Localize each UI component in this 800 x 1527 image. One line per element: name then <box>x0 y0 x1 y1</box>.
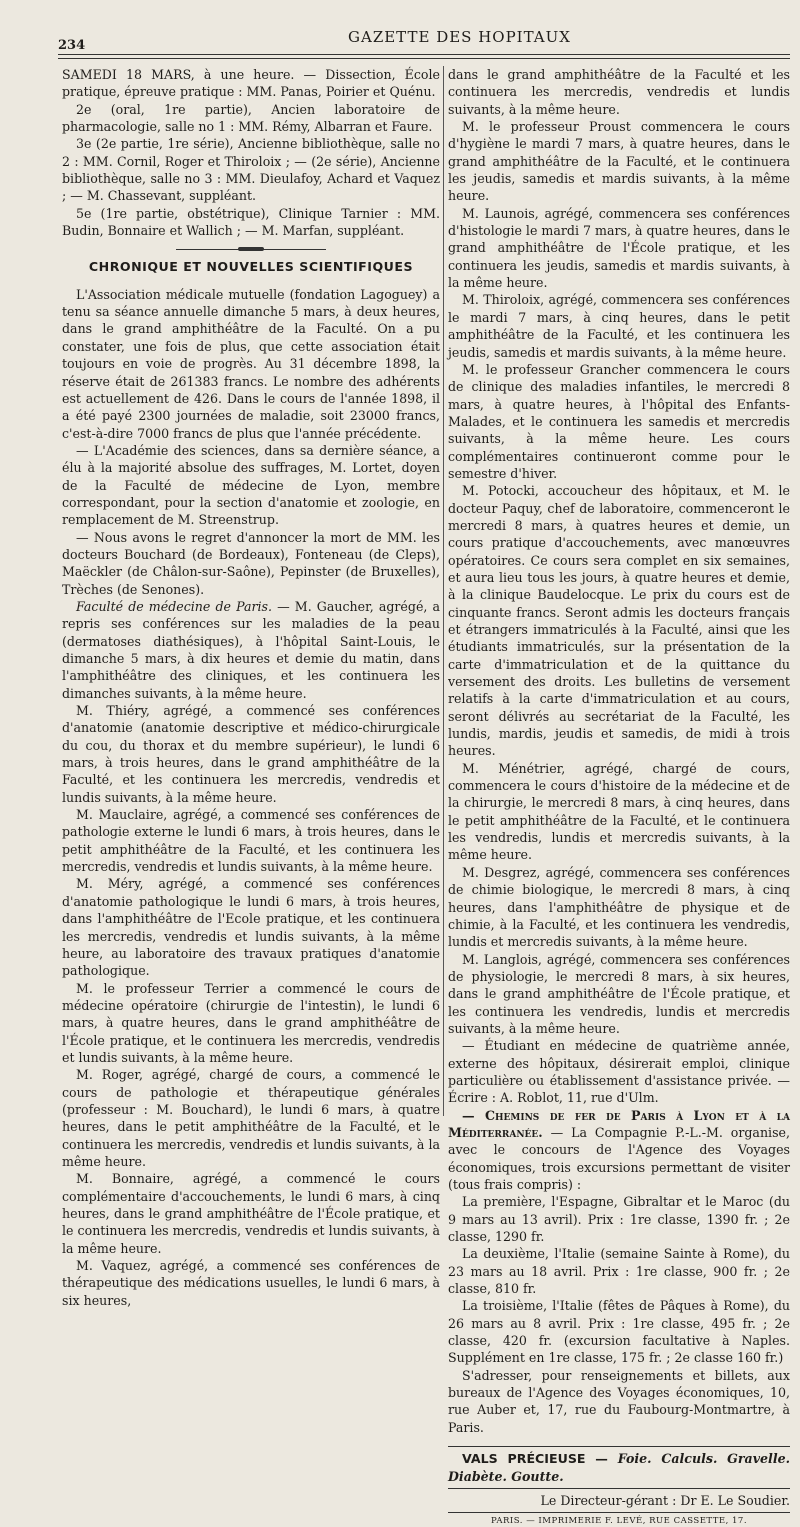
paragraph-thiery: M. Thiéry, agrégé, a commencé ses conférences d'anatomie (anatomie descriptive et médico-chirurgicale du cou, du thorax et du membre supérieur), le lundi 6 mars, à trois heures, dans le grand amphithéâtre de la Faculté, et les continuera les mercredis, vendredis et lundis suivants, à la même heure. <box>62 703 440 805</box>
paragraph-thiroloix: M. Thiroloix, agrégé, commencera ses conférences le mardi 7 mars, à cinq heures, dans le petit amphithéâtre de la Faculté, et les continuera les jeudis, samedis et mardis suivants, à la même heure. <box>448 292 790 360</box>
paragraph-vaquez: M. Vaquez, agrégé, a commencé ses conférences de thérapeutique des médications usuelles, le lundi 6 mars, à six heures, <box>62 1258 440 1308</box>
exam-schedule-3: 3e (2e partie, 1re série), Ancienne bibliothèque, salle no 2 : MM. Cornil, Roger et Thiroloix ; — (2e série), Ancienne bibliothèque, salle no 3 : MM. Dieulafoy, Achard et Vaquez ; — M. Chassevant, suppléant. <box>62 136 440 204</box>
director-line: Le Directeur-gérant : Dr E. Le Soudier. <box>540 1492 790 1508</box>
paragraph-plm <box>448 1107 790 1194</box>
ad-rule-top <box>448 1446 790 1447</box>
paragraph-launois: M. Launois, agrégé, commencera ses conférences d'histologie le mardi 7 mars, à quatre heures, dans le grand amphithéâtre de l'École pratique, et les continuera les jeudis, samedis et mardis suivants, à la même heure. <box>448 205 790 291</box>
exam-schedule-4: 5e (1re partie, obstétrique), Clinique Tarnier : MM. Budin, Bonnaire et Wallich ; — M. Marfan, suppléant. <box>62 205 440 239</box>
journal-title: GAZETTE DES HOPITAUX <box>348 28 571 46</box>
printer-line: PARIS. — IMPRIMERIE F. LEVÉ, RUE CASSETTE, 17. <box>490 1516 748 1527</box>
vals-label: VALS PRÉCIEUSE — <box>462 1451 608 1467</box>
paragraph-vaquez-cont: dans le grand amphithéâtre de la Faculté et les continuera les mercredis, vendredis et lundis suivants, à la même heure. <box>448 67 790 117</box>
paragraph-mery: M. Méry, agrégé, a commencé ses conférences d'anatomie pathologique le lundi 6 mars, à trois heures, dans l'amphithéâtre de l'Ecole pratique, et les continuera les mercredis, vendredis et lundis suivants, à la même heure, au laboratoire des travaux pratiques d'anatomie pathologique. <box>62 876 440 979</box>
paragraph-terrier: M. le professeur Terrier a commencé le cours de médecine opératoire (chirurgie de l'intestin), le lundi 6 mars, à quatre heures, dans le grand amphithéâtre de l'École pratique, et le continuera les mercredis, vendredis et lundis suivants, à la même heure. <box>62 980 440 1065</box>
left-column <box>62 66 440 1309</box>
page-header <box>58 28 790 53</box>
exam-schedule-1: SAMEDI 18 MARS, à une heure. — Dissection, École pratique, épreuve pratique : MM. Panas, Poirier et Quénu. <box>62 67 440 100</box>
paragraph-faculte-gaucher <box>62 598 440 702</box>
ad-rule-bottom <box>448 1488 790 1489</box>
column-divider <box>443 66 444 1116</box>
vals-advert <box>448 1450 790 1485</box>
paragraph-roger: M. Roger, agrégé, chargé de cours, a commencé le cours de pathologie et thérapeutique générales (professeur : M. Bouchard), le lundi 6 mars, à quatre heures, dans le petit amphithéâtre de la Faculté, et le continuera les mercredis, vendredis et lundis suivants, à la même heure. <box>62 1067 440 1169</box>
vals-text: Foie. Calculs. Gravelle. Diabète. Goutte. <box>448 1451 791 1484</box>
header-rule-top <box>58 54 790 55</box>
paragraph-excursion-1: La première, l'Espagne, Gibraltar et le Maroc (du 9 mars au 13 avril). Prix : 1re classe, 1390 fr. ; 2e classe, 1290 fr. <box>448 1194 790 1245</box>
paragraph-deaths: — Nous avons le regret d'annoncer la mort de MM. les docteurs Bouchard (de Bordeaux), Fonteneau (de Cleps), Maëckler (de Châlon-sur-Saône), Pepinster (de Bruxelles), Trèches (de Senones). <box>62 529 440 597</box>
ornament-divider <box>176 249 326 250</box>
paragraph-academie: — L'Académie des sciences, dans sa dernière séance, a élu à la majorité absolue des suffrages, M. Lortet, doyen de la Faculté de médecine de Lyon, membre correspondant, pour la section d'anatomie et zoologie, en remplacement de M. Streenstrup. <box>62 442 440 528</box>
paragraph-grancher: M. le professeur Grancher commencera le cours de clinique des maladies infantiles, le mercredi 8 mars, à quatre heures, à l'hôpital des Enfants-Malades, et le continuera les samedis et mercredis suivants, à la même heure. Les cours complémentaires continueront comme pour le semestre d'hiver. <box>448 361 790 481</box>
exam-schedule-2: 2e (oral, 1re partie), Ancien laboratoire de pharmacologie, salle no 1 : MM. Rémy, Albarran et Faure. <box>62 101 440 135</box>
paragraph-adresser: S'adresser, pour renseignements et billets, aux bureaux de l'Agence des Voyages économiques, 10, rue Auber et, 17, rue du Faubourg-Montmartre, à Paris. <box>448 1367 790 1435</box>
gaucher-text: — M. Gaucher, agrégé, a repris ses conférences sur les maladies de la peau (dermatoses diathésiques), à l'hôpital Saint-Louis, le dimanche 5 mars, à dix heures et demie du matin, dans l'amphithéâtre des cliniques, et les continuera les dimanches suivants, à la même heure. <box>62 598 441 701</box>
paragraph-mauclaire: M. Mauclaire, agrégé, a commencé ses conférences de pathologie externe le lundi 6 mars, à trois heures, dans le petit amphithéâtre de la Faculté, et les continuera les mercredis, vendredis et lundis suivants, à la même heure. <box>62 807 440 875</box>
paragraph-proust: M. le professeur Proust commencera le cours d'hygiène le mardi 7 mars, à quatre heures, dans le grand amphithéâtre de la Faculté, et le continuera les jeudis, samedis et mardis suivants, à la même heure. <box>448 119 790 204</box>
plm-text: — La Compagnie P.-L.-M. organise, avec le concours de l'Agence des Voyages économiques, trois excursions permettant de visiter (tous frais compris) : <box>448 1124 790 1192</box>
printer-rule <box>448 1512 790 1513</box>
paragraph-desgrez: M. Desgrez, agrégé, commencera ses conférences de chimie biologique, le mercredi 8 mars, à cinq heures, dans l'amphithéâtre de physique et de chimie, à la Faculté, et les continuera les vendredis, lundis et mercredis suivants, à la même heure. <box>448 864 790 950</box>
paragraph-menetrier: M. Ménétrier, agrégé, chargé de cours, commencera le cours d'histoire de la médecine et de la chirurgie, le mercredi 8 mars, à cinq heures, dans le petit amphithéâtre de la Faculté, et le continuera les vendredis, lundis et mercredis suivants, à la même heure. <box>448 760 790 863</box>
header-rule-bottom <box>58 58 790 59</box>
section-heading: CHRONIQUE ET NOUVELLES SCIENTIFIQUES <box>88 259 414 275</box>
paragraph-excursion-2: La deuxième, l'Italie (semaine Sainte à Rome), du 23 mars au 18 avril. Prix : 1re classe, 900 fr. ; 2e classe, 810 fr. <box>448 1246 790 1297</box>
page-number: 234 <box>58 38 86 53</box>
paragraph-excursion-3: La troisième, l'Italie (fêtes de Pâques à Rome), du 26 mars au 8 avril. Prix : 1re classe, 495 fr. ; 2e classe, 420 fr. (excursion facultative à Naples. Supplément en 1re classe, 175 fr. ; 2e classe 160 fr.) <box>448 1298 790 1366</box>
faculte-label: Faculté de médecine de Paris. <box>76 598 273 614</box>
paragraph-potocki: M. Potocki, accoucheur des hôpitaux, et M. le docteur Paquy, chef de laboratoire, commenceront le mercredi 8 mars, à quatres heures et demie, un cours pratique d'accouchements, avec manœuvres opératoires. Ce cours sera complet en six semaines, et aura lieu tous les jours, à quatre heures et demie, à la clinique Baudelocque. Le prix du cours est de cinquante francs. Seront admis les docteurs français et étrangers immatriculés à la Faculté, ainsi que les étudiants immatriculés, sur la présentation de la carte d'immatriculation et de la quittance du versement des droits. Les bulletins de versement relatifs à la carte d'immatriculation et au cours, seront délivrés au secrétariat de la Faculté, les lundis, mardis, jeudis et samedis, de midi à trois heures. <box>448 483 790 759</box>
right-column <box>448 66 790 1527</box>
plm-label: — Chemins de fer de Paris à Lyon et à la Méditerranée. <box>448 1107 790 1140</box>
paragraph-bonnaire: M. Bonnaire, agrégé, a commencé le cours complémentaire d'accouchements, le lundi 6 mars, à cinq heures, dans le grand amphithéâtre de l'École pratique, et le continuera les mercredis, vendredis et lundis suivants, à la même heure. <box>62 1171 440 1256</box>
paragraph-association: L'Association médicale mutuelle (fondation Lagoguey) a tenu sa séance annuelle dimanche 5 mars, à deux heures, dans le grand amphithéâtre de la Faculté. On a pu constater, une fois de plus, que cette association était toujours en voie de progrès. Au 31 décembre 1898, la réserve était de 261383 francs. Le nombre des adhérents est actuellement de 426. Dans le cours de l'année 1898, il a été payé 2300 journées de maladie, soit 23000 francs, c'est-à-dire 7000 francs de plus que l'année précédente. <box>62 286 440 441</box>
paragraph-langlois: M. Langlois, agrégé, commencera ses conférences de physiologie, le mercredi 8 mars, à six heures, dans le grand amphithéâtre de l'École pratique, et les continuera les vendredis, lundis et mercredis suivants, à la même heure. <box>448 951 790 1036</box>
paragraph-etudiant: — Étudiant en médecine de quatrième année, externe des hôpitaux, désirerait emploi, clinique particulière ou établissement d'assistance privée. — Écrire : A. Roblot, 11, rue d'Ulm. <box>448 1038 790 1106</box>
